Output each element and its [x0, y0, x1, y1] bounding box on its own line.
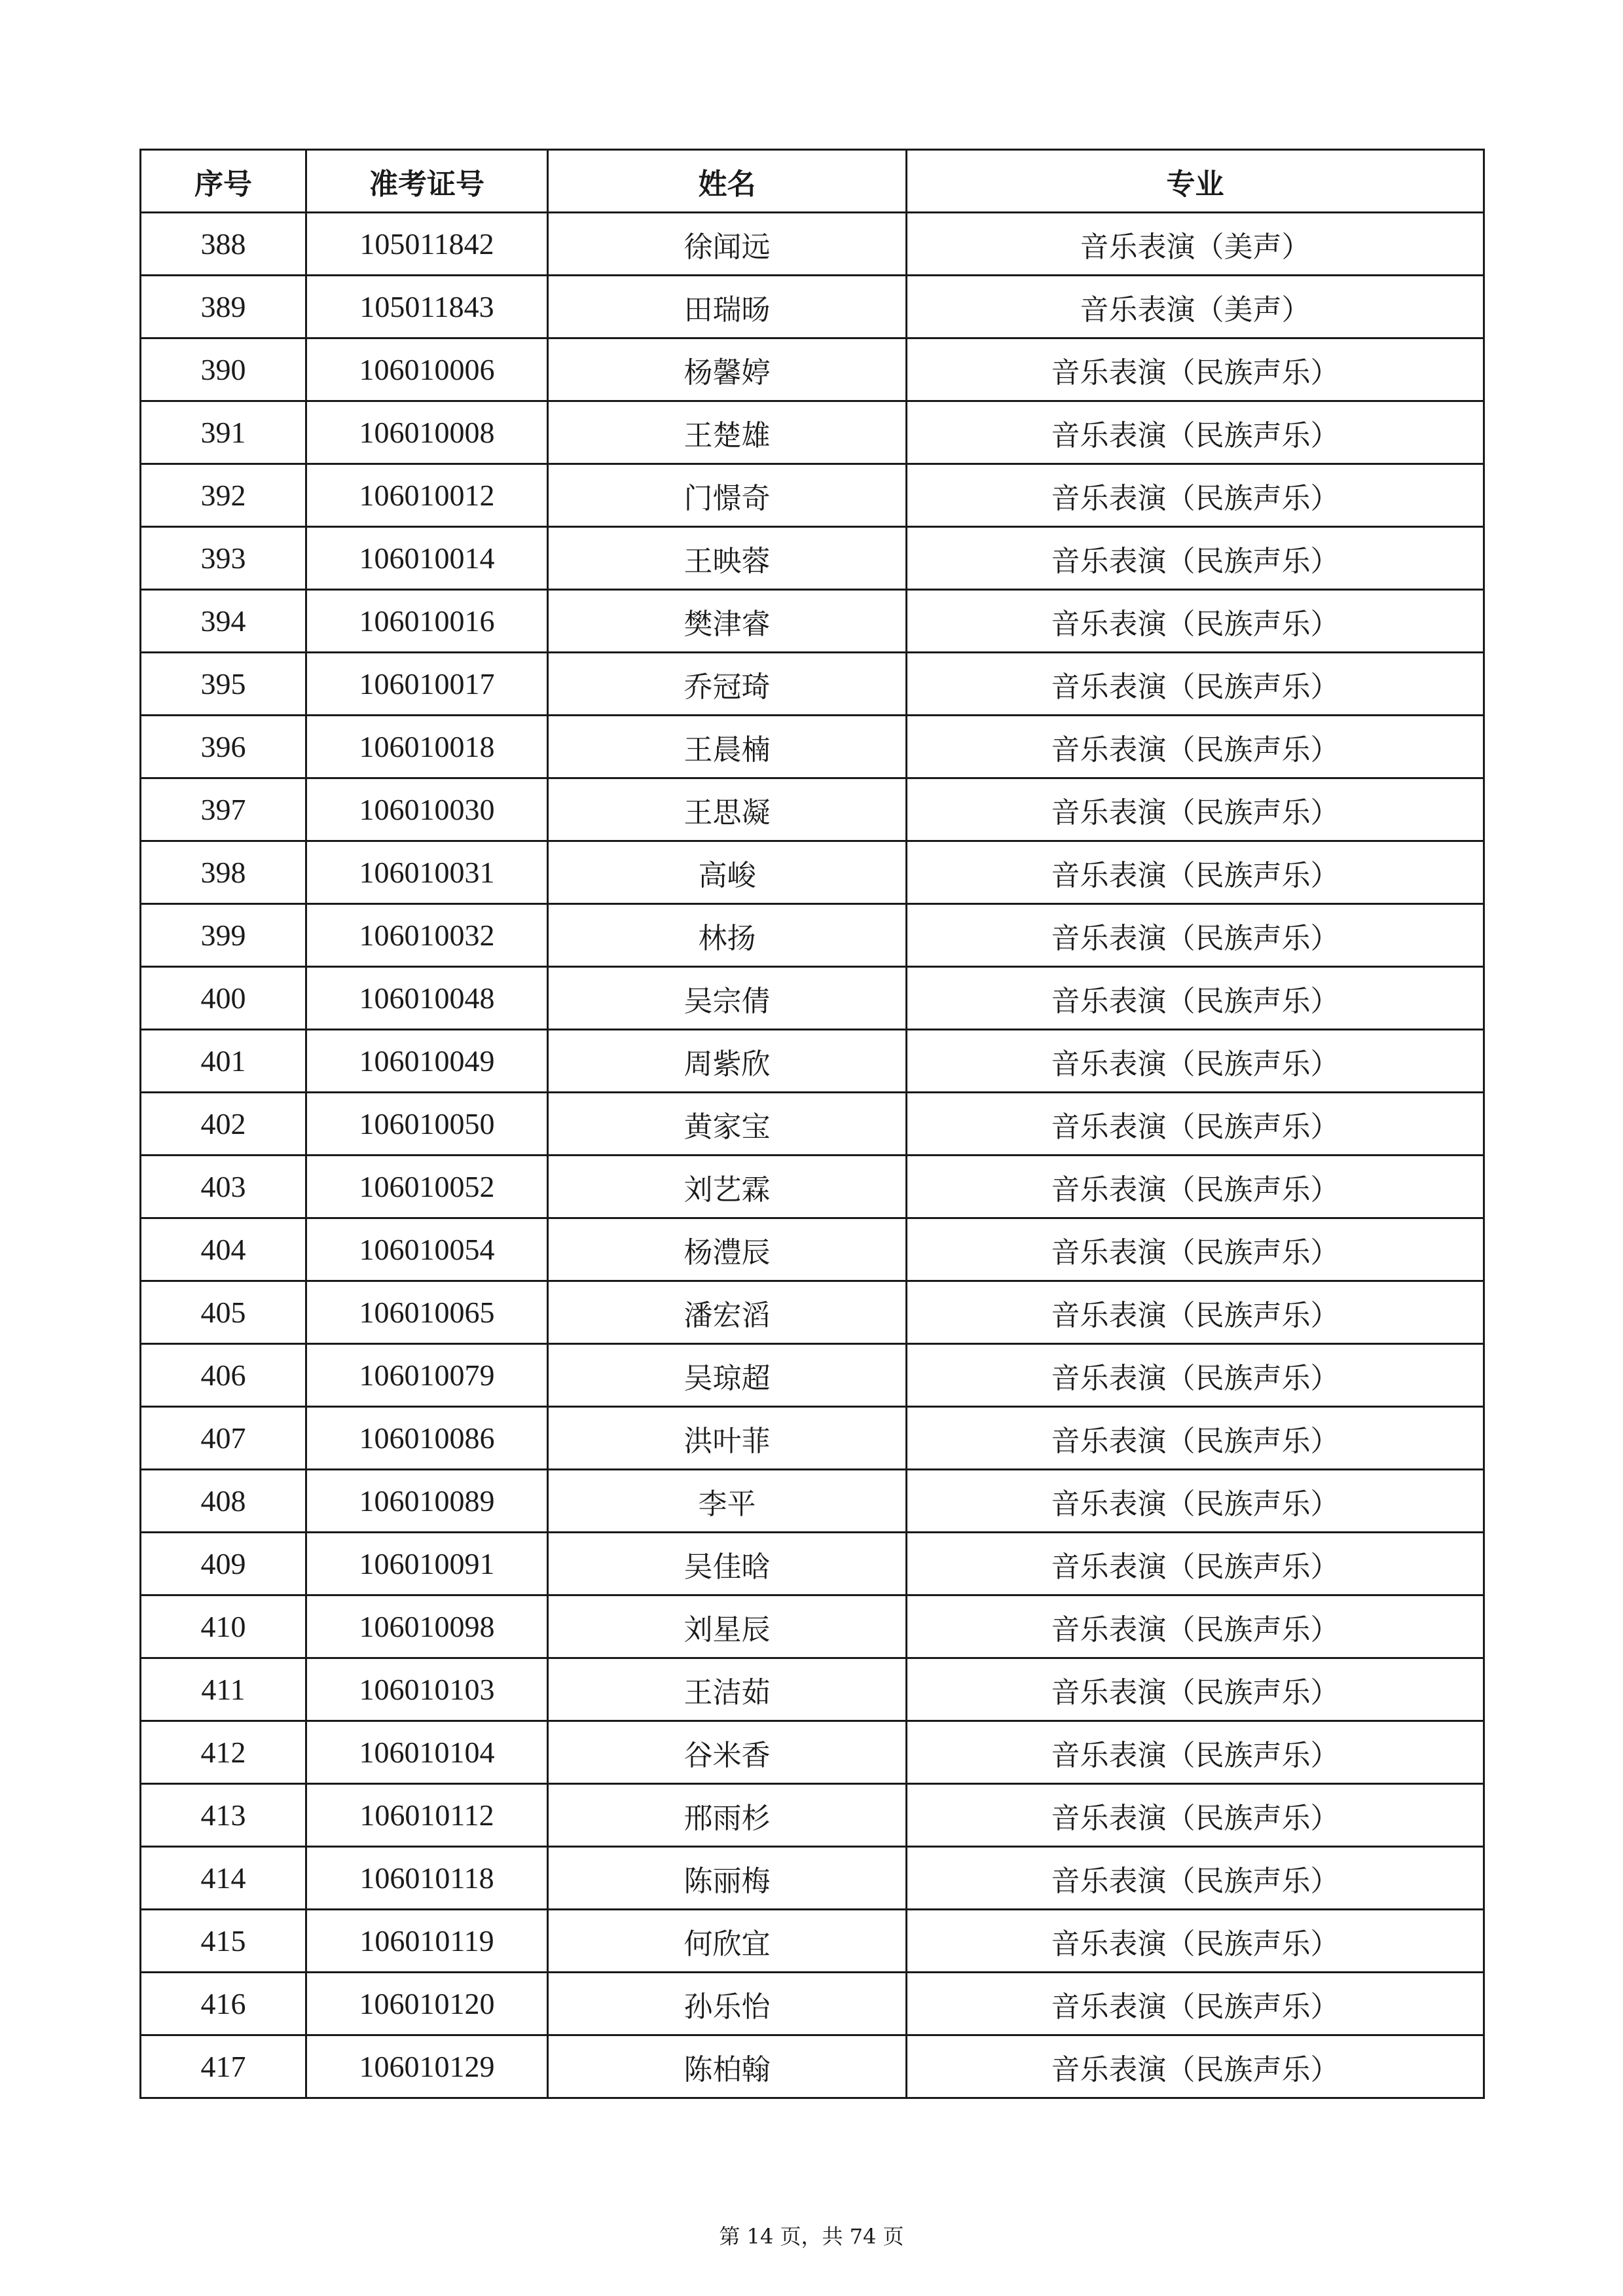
table-row: [141, 967, 1484, 1030]
cell-serial-number: 405: [141, 1281, 306, 1344]
cell-exam-id: 106010014: [306, 527, 548, 590]
cell-serial-number: 392: [141, 464, 306, 527]
table-row: [141, 1470, 1484, 1533]
cell-major: 音乐表演（民族声乐）: [907, 1784, 1484, 1847]
cell-exam-id: 106010018: [306, 716, 548, 778]
cell-serial-number: 411: [141, 1658, 306, 1721]
cell-serial-number: 417: [141, 2035, 306, 2098]
cell-exam-id: 105011843: [306, 276, 548, 338]
cell-serial-number: 404: [141, 1218, 306, 1281]
table-row: [141, 2035, 1484, 2098]
cell-exam-id: 106010012: [306, 464, 548, 527]
cell-major: 音乐表演（民族声乐）: [907, 527, 1484, 590]
cell-exam-id: 106010112: [306, 1784, 548, 1847]
cell-serial-number: 416: [141, 1973, 306, 2035]
cell-serial-number: 400: [141, 967, 306, 1030]
cell-exam-id: 106010050: [306, 1093, 548, 1156]
cell-serial-number: 389: [141, 276, 306, 338]
cell-exam-id: 106010030: [306, 778, 548, 841]
cell-name: 周紫欣: [548, 1030, 907, 1093]
cell-serial-number: 402: [141, 1093, 306, 1156]
cell-major: 音乐表演（民族声乐）: [907, 1595, 1484, 1658]
table-row: [141, 401, 1484, 464]
cell-exam-id: 106010079: [306, 1344, 548, 1407]
cell-exam-id: 106010032: [306, 904, 548, 967]
cell-major: 音乐表演（民族声乐）: [907, 1847, 1484, 1910]
cell-major: 音乐表演（民族声乐）: [907, 1407, 1484, 1470]
cell-major: 音乐表演（民族声乐）: [907, 716, 1484, 778]
cell-name: 李平: [548, 1470, 907, 1533]
cell-name: 邢雨杉: [548, 1784, 907, 1847]
cell-major: 音乐表演（民族声乐）: [907, 1093, 1484, 1156]
header-row: [141, 150, 1484, 213]
cell-name: 林扬: [548, 904, 907, 967]
cell-exam-id: 106010098: [306, 1595, 548, 1658]
cell-name: 王映蓉: [548, 527, 907, 590]
table-row: [141, 1721, 1484, 1784]
cell-exam-id: 106010120: [306, 1973, 548, 2035]
cell-name: 王晨楠: [548, 716, 907, 778]
cell-major: 音乐表演（民族声乐）: [907, 1910, 1484, 1973]
cell-serial-number: 401: [141, 1030, 306, 1093]
table-row: [141, 1847, 1484, 1910]
cell-name: 孙乐怡: [548, 1973, 907, 2035]
cell-exam-id: 106010118: [306, 1847, 548, 1910]
cell-serial-number: 407: [141, 1407, 306, 1470]
cell-major: 音乐表演（民族声乐）: [907, 1973, 1484, 2035]
cell-exam-id: 106010048: [306, 967, 548, 1030]
table-row: [141, 1973, 1484, 2035]
roster-table: [139, 149, 1485, 2099]
cell-serial-number: 397: [141, 778, 306, 841]
cell-exam-id: 106010017: [306, 653, 548, 716]
cell-major: 音乐表演（民族声乐）: [907, 967, 1484, 1030]
cell-serial-number: 403: [141, 1156, 306, 1218]
cell-name: 谷米香: [548, 1721, 907, 1784]
cell-name: 王思凝: [548, 778, 907, 841]
cell-serial-number: 408: [141, 1470, 306, 1533]
table-row: [141, 276, 1484, 338]
cell-serial-number: 390: [141, 338, 306, 401]
cell-major: 音乐表演（民族声乐）: [907, 590, 1484, 653]
cell-serial-number: 391: [141, 401, 306, 464]
cell-serial-number: 398: [141, 841, 306, 904]
cell-exam-id: 106010052: [306, 1156, 548, 1218]
cell-major: 音乐表演（民族声乐）: [907, 1470, 1484, 1533]
cell-name: 徐闻远: [548, 213, 907, 276]
cell-name: 吴琼超: [548, 1344, 907, 1407]
cell-serial-number: 393: [141, 527, 306, 590]
table-row: [141, 716, 1484, 778]
cell-major: 音乐表演（美声）: [907, 276, 1484, 338]
table-row: [141, 653, 1484, 716]
cell-major: 音乐表演（民族声乐）: [907, 1658, 1484, 1721]
cell-exam-id: 106010031: [306, 841, 548, 904]
cell-exam-id: 106010086: [306, 1407, 548, 1470]
table-row: [141, 338, 1484, 401]
cell-major: 音乐表演（民族声乐）: [907, 464, 1484, 527]
cell-serial-number: 399: [141, 904, 306, 967]
table-body: [141, 213, 1484, 2098]
cell-exam-id: 106010104: [306, 1721, 548, 1784]
cell-major: 音乐表演（民族声乐）: [907, 1533, 1484, 1595]
cell-name: 吴佳晗: [548, 1533, 907, 1595]
table-row: [141, 1030, 1484, 1093]
cell-exam-id: 106010049: [306, 1030, 548, 1093]
cell-name: 王楚雄: [548, 401, 907, 464]
cell-exam-id: 106010065: [306, 1281, 548, 1344]
table-row: [141, 904, 1484, 967]
cell-exam-id: 106010089: [306, 1470, 548, 1533]
table-row: [141, 464, 1484, 527]
cell-exam-id: 106010006: [306, 338, 548, 401]
table-row: [141, 841, 1484, 904]
cell-major: 音乐表演（民族声乐）: [907, 1156, 1484, 1218]
cell-exam-id: 106010016: [306, 590, 548, 653]
table-row: [141, 1910, 1484, 1973]
table-row: [141, 1784, 1484, 1847]
cell-serial-number: 409: [141, 1533, 306, 1595]
cell-name: 樊津睿: [548, 590, 907, 653]
cell-major: 音乐表演（民族声乐）: [907, 338, 1484, 401]
cell-major: 音乐表演（民族声乐）: [907, 1721, 1484, 1784]
cell-name: 刘艺霖: [548, 1156, 907, 1218]
table-row: [141, 590, 1484, 653]
cell-name: 乔冠琦: [548, 653, 907, 716]
table-row: [141, 1407, 1484, 1470]
cell-name: 潘宏滔: [548, 1281, 907, 1344]
table-row: [141, 1658, 1484, 1721]
table-row: [141, 1344, 1484, 1407]
table-row: [141, 1281, 1484, 1344]
cell-serial-number: 394: [141, 590, 306, 653]
table-row: [141, 527, 1484, 590]
cell-major: 音乐表演（民族声乐）: [907, 841, 1484, 904]
cell-serial-number: 410: [141, 1595, 306, 1658]
cell-major: 音乐表演（民族声乐）: [907, 401, 1484, 464]
cell-name: 田瑞旸: [548, 276, 907, 338]
cell-major: 音乐表演（民族声乐）: [907, 904, 1484, 967]
cell-exam-id: 106010091: [306, 1533, 548, 1595]
cell-name: 杨馨婷: [548, 338, 907, 401]
cell-name: 高峻: [548, 841, 907, 904]
table-row: [141, 213, 1484, 276]
cell-exam-id: 106010103: [306, 1658, 548, 1721]
cell-exam-id: 106010119: [306, 1910, 548, 1973]
cell-major: 音乐表演（民族声乐）: [907, 653, 1484, 716]
cell-serial-number: 406: [141, 1344, 306, 1407]
header-major: 专业: [907, 150, 1484, 213]
table-row: [141, 1156, 1484, 1218]
cell-name: 吴宗倩: [548, 967, 907, 1030]
header-name: 姓名: [548, 150, 907, 213]
cell-serial-number: 412: [141, 1721, 306, 1784]
cell-serial-number: 395: [141, 653, 306, 716]
cell-name: 杨澧辰: [548, 1218, 907, 1281]
cell-name: 刘星辰: [548, 1595, 907, 1658]
table-header: [141, 150, 1484, 213]
cell-name: 王洁茹: [548, 1658, 907, 1721]
table-row: [141, 1218, 1484, 1281]
header-serial-number: 序号: [141, 150, 306, 213]
cell-serial-number: 415: [141, 1910, 306, 1973]
cell-name: 陈柏翰: [548, 2035, 907, 2098]
cell-serial-number: 414: [141, 1847, 306, 1910]
cell-exam-id: 106010054: [306, 1218, 548, 1281]
roster-table-container: [139, 149, 1483, 2099]
cell-name: 何欣宜: [548, 1910, 907, 1973]
table-row: [141, 1093, 1484, 1156]
cell-major: 音乐表演（美声）: [907, 213, 1484, 276]
cell-serial-number: 388: [141, 213, 306, 276]
cell-major: 音乐表演（民族声乐）: [907, 1281, 1484, 1344]
cell-exam-id: 106010008: [306, 401, 548, 464]
cell-major: 音乐表演（民族声乐）: [907, 1218, 1484, 1281]
cell-name: 门憬奇: [548, 464, 907, 527]
cell-name: 洪叶菲: [548, 1407, 907, 1470]
cell-exam-id: 106010129: [306, 2035, 548, 2098]
cell-major: 音乐表演（民族声乐）: [907, 1030, 1484, 1093]
cell-exam-id: 105011842: [306, 213, 548, 276]
cell-major: 音乐表演（民族声乐）: [907, 1344, 1484, 1407]
page-footer: 第 14 页，共 74 页: [719, 2224, 904, 2249]
cell-major: 音乐表演（民族声乐）: [907, 778, 1484, 841]
table-row: [141, 778, 1484, 841]
cell-serial-number: 396: [141, 716, 306, 778]
cell-name: 陈丽梅: [548, 1847, 907, 1910]
table-row: [141, 1533, 1484, 1595]
header-exam-id: 准考证号: [306, 150, 548, 213]
table-row: [141, 1595, 1484, 1658]
cell-major: 音乐表演（民族声乐）: [907, 2035, 1484, 2098]
cell-serial-number: 413: [141, 1784, 306, 1847]
cell-name: 黄家宝: [548, 1093, 907, 1156]
